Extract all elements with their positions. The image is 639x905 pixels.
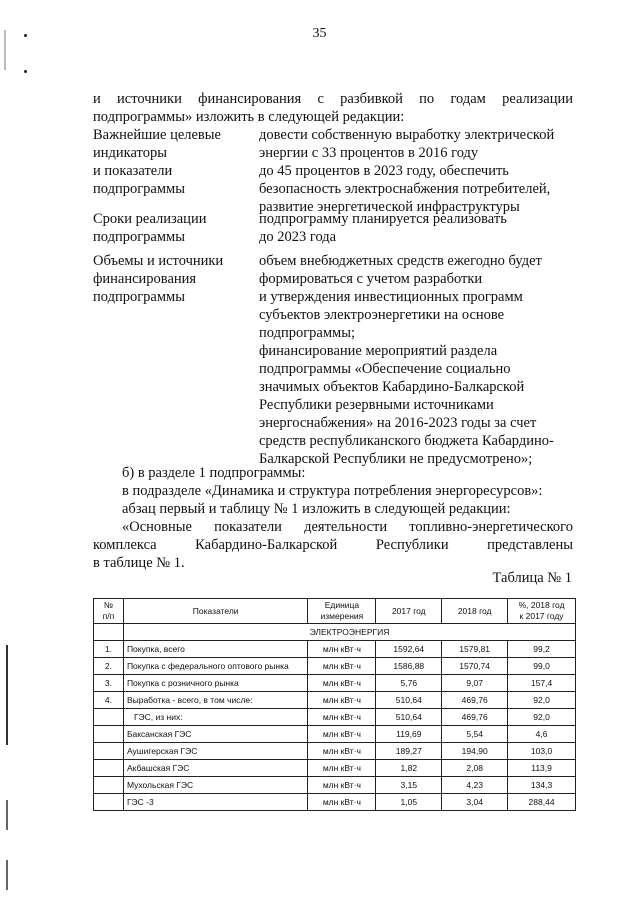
energy-indicators-table <box>93 598 576 811</box>
passport-value-terms <box>259 210 579 246</box>
table-row <box>94 743 576 760</box>
row-indicator-cell: ГЭС, из них: <box>123 709 308 726</box>
row-2018-cell: 2,08 <box>442 760 508 777</box>
row-num-cell <box>94 726 124 743</box>
intro-line-2: подпрограммы» изложить в следующей редакции: <box>93 109 405 125</box>
row-num-cell: 1. <box>94 641 124 658</box>
row-2017-cell: 1586,88 <box>376 658 442 675</box>
row-pct-cell: 99,0 <box>508 658 576 675</box>
passport-value-indicators <box>259 126 579 216</box>
value-line: и утверждения инвестиционных программ <box>259 289 523 305</box>
row-pct-cell: 4,6 <box>508 726 576 743</box>
value-line: Балкарской Республики не предусмотрено»; <box>259 451 533 467</box>
col-header-pct: %, 2018 год к 2017 году <box>508 599 576 624</box>
table-cell <box>94 624 124 641</box>
row-indicator-cell: Покупка, всего <box>123 641 308 658</box>
row-unit-cell: млн кВт·ч <box>308 743 376 760</box>
col-header-2018: 2018 год <box>442 599 508 624</box>
row-2017-cell: 119,69 <box>376 726 442 743</box>
row-2017-cell: 510,64 <box>376 692 442 709</box>
table-row <box>94 777 576 794</box>
row-num-cell: 2. <box>94 658 124 675</box>
value-line: финансирование мероприятий раздела <box>259 343 498 359</box>
row-indicator-cell: Аушигерская ГЭС <box>123 743 308 760</box>
row-2017-cell: 5,76 <box>376 675 442 692</box>
col-header-unit: Единица измерения <box>308 599 376 624</box>
row-2018-cell: 469,76 <box>442 709 508 726</box>
paragraph-line: комплекса Кабардино-Балкарской Республики представлены <box>93 537 573 553</box>
row-pct-cell: 134,3 <box>508 777 576 794</box>
row-2017-cell: 3,15 <box>376 777 442 794</box>
row-2018-cell: 9,07 <box>442 675 508 692</box>
scan-edge-mark <box>6 860 8 890</box>
value-line: средств республиканского бюджета Кабардино- <box>259 433 554 449</box>
value-line: формироваться с учетом разработки <box>259 271 483 287</box>
value-line: безопасность электроснабжения потребителей, <box>259 181 551 197</box>
label-line: и показатели <box>93 163 173 179</box>
row-2018-cell: 5,54 <box>442 726 508 743</box>
row-2018-cell: 469,76 <box>442 692 508 709</box>
row-2018-cell: 4,23 <box>442 777 508 794</box>
col-header-indicator: Показатели <box>123 599 308 624</box>
row-unit-cell: млн кВт·ч <box>308 692 376 709</box>
section-title: ЭЛЕКТРОЭНЕРГИЯ <box>123 624 575 641</box>
label-line: Сроки реализации <box>93 211 207 227</box>
table-section-row <box>94 624 576 641</box>
label-line: Объемы и источники <box>93 253 224 269</box>
row-unit-cell: млн кВт·ч <box>308 658 376 675</box>
paragraph-line: в таблице № 1. <box>93 555 185 571</box>
row-num-cell <box>94 709 124 726</box>
value-line: до 45 процентов в 2023 году, обеспечить <box>259 163 509 179</box>
row-num-cell: 3. <box>94 675 124 692</box>
label-line: подпрограммы <box>93 229 185 245</box>
table-row <box>94 641 576 658</box>
paragraph-subsection: в подразделе «Динамика и структура потребления энергоресурсов»: <box>122 483 543 499</box>
table-header-row <box>94 599 576 624</box>
value-line: до 2023 года <box>259 229 337 245</box>
row-num-cell: 4. <box>94 692 124 709</box>
row-num-cell <box>94 777 124 794</box>
table-row <box>94 794 576 811</box>
passport-label-terms <box>93 210 253 246</box>
value-line: подпрограммы; <box>259 325 355 341</box>
row-num-cell <box>94 794 124 811</box>
row-pct-cell: 92,0 <box>508 709 576 726</box>
row-indicator-cell: Выработка - всего, в том числе: <box>123 692 308 709</box>
row-2017-cell: 1,82 <box>376 760 442 777</box>
row-unit-cell: млн кВт·ч <box>308 777 376 794</box>
value-line: подпрограммы «Обеспечение социально <box>259 361 511 377</box>
passport-label-indicators <box>93 126 253 198</box>
table-row <box>94 692 576 709</box>
table-row <box>94 726 576 743</box>
passport-label-financing <box>93 252 253 306</box>
row-pct-cell: 99,2 <box>508 641 576 658</box>
row-2018-cell: 1579,81 <box>442 641 508 658</box>
value-line: подпрограмму планируется реализовать <box>259 211 507 227</box>
page-number: 35 <box>312 26 327 41</box>
row-2017-cell: 1,05 <box>376 794 442 811</box>
label-line: индикаторы <box>93 145 167 161</box>
paragraph-abzac: абзац первый и таблицу № 1 изложить в следующей редакции: <box>122 501 511 517</box>
scan-mark <box>24 70 27 73</box>
value-line: субъектов электроэнергетики на основе <box>259 307 505 323</box>
value-line: объем внебюджетных средств ежегодно будет <box>259 253 542 269</box>
paragraph-main-indicators <box>93 518 573 572</box>
intro-line-1: и источники финансирования с разбивкой по годам реализации <box>93 91 573 107</box>
col-header-2017: 2017 год <box>376 599 442 624</box>
label-line: подпрограммы <box>93 181 185 197</box>
row-indicator-cell: Акбашская ГЭС <box>123 760 308 777</box>
row-indicator-cell: Покупка с федерального оптового рынка <box>123 658 308 675</box>
row-2018-cell: 194,90 <box>442 743 508 760</box>
value-line: Республики резервными источниками <box>259 397 494 413</box>
value-line: довести собственную выработку электрической <box>259 127 555 143</box>
row-2017-cell: 189,27 <box>376 743 442 760</box>
row-indicator-cell: Баксанская ГЭС <box>123 726 308 743</box>
table-caption: Таблица № 1 <box>492 570 572 586</box>
row-indicator-cell: ГЭС -3 <box>123 794 308 811</box>
value-line: развитие энергетической инфраструктуры <box>259 199 520 215</box>
value-line: значимых объектов Кабардино-Балкарской <box>259 379 525 395</box>
row-unit-cell: млн кВт·ч <box>308 709 376 726</box>
table-row <box>94 760 576 777</box>
row-pct-cell: 157,4 <box>508 675 576 692</box>
row-pct-cell: 113,9 <box>508 760 576 777</box>
row-pct-cell: 92,0 <box>508 692 576 709</box>
paragraph-line: «Основные показатели деятельности топливно-энергетического <box>122 519 573 535</box>
row-unit-cell: млн кВт·ч <box>308 641 376 658</box>
row-unit-cell: млн кВт·ч <box>308 760 376 777</box>
value-line: энергии с 33 процентов в 2016 году <box>259 145 479 161</box>
label-line: финансирования <box>93 271 197 287</box>
label-line: Важнейшие целевые <box>93 127 221 143</box>
table-row <box>94 709 576 726</box>
row-indicator-cell: Мухольская ГЭС <box>123 777 308 794</box>
row-unit-cell: млн кВт·ч <box>308 794 376 811</box>
paragraph-b: б) в разделе 1 подпрограммы: <box>122 465 306 481</box>
row-2017-cell: 510,64 <box>376 709 442 726</box>
passport-value-financing <box>259 252 579 468</box>
row-unit-cell: млн кВт·ч <box>308 675 376 692</box>
row-2018-cell: 1570,74 <box>442 658 508 675</box>
scan-edge-mark <box>6 645 8 745</box>
value-line: энергоснабжения» на 2016-2023 годы за счет <box>259 415 537 431</box>
row-pct-cell: 288,44 <box>508 794 576 811</box>
row-num-cell <box>94 760 124 777</box>
table-row <box>94 658 576 675</box>
intro-paragraph <box>93 90 573 126</box>
row-2017-cell: 1592,64 <box>376 641 442 658</box>
col-header-num: № п/п <box>94 599 124 624</box>
table-row <box>94 675 576 692</box>
row-num-cell <box>94 743 124 760</box>
label-line: подпрограммы <box>93 289 185 305</box>
row-2018-cell: 3,04 <box>442 794 508 811</box>
row-unit-cell: млн кВт·ч <box>308 726 376 743</box>
row-pct-cell: 103,0 <box>508 743 576 760</box>
row-indicator-cell: Покупка с розничного рынка <box>123 675 308 692</box>
scan-edge-mark <box>6 800 8 830</box>
